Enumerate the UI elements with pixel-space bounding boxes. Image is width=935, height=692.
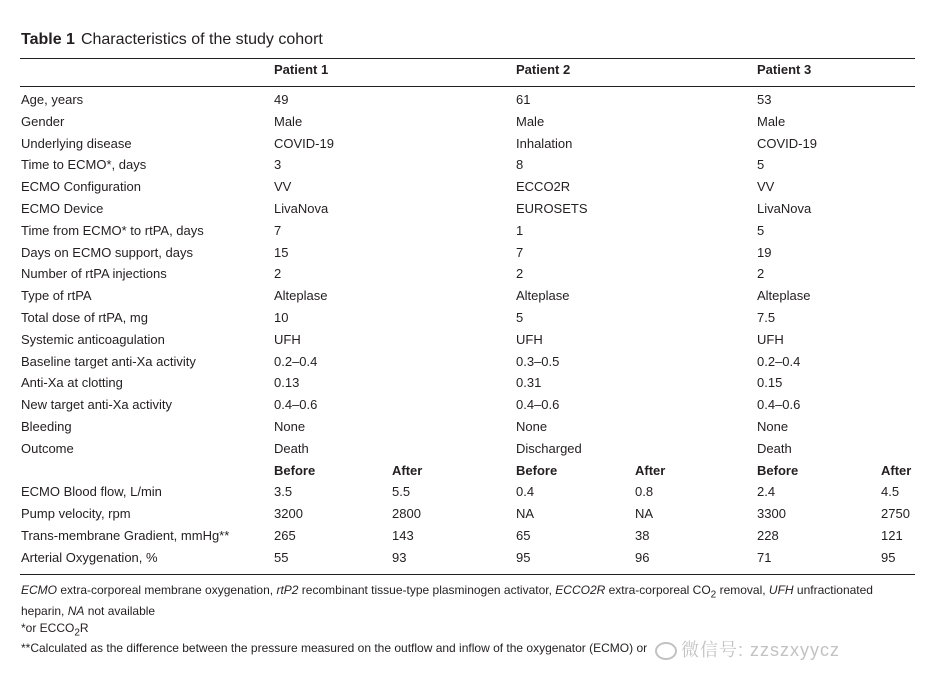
- cell-patient-1: COVID-19: [274, 135, 334, 151]
- cell-patient-2: Discharged: [516, 440, 582, 456]
- cell-patient-3: Male: [757, 113, 786, 129]
- row-label: Bleeding: [21, 419, 72, 434]
- row-label: Anti-Xa at clotting: [21, 375, 123, 391]
- row-label: Days on ECMO support, days: [21, 244, 193, 260]
- cell-patient-2: 0.31: [516, 375, 542, 391]
- cell-value: 5.5: [392, 484, 411, 500]
- cell-patient-2: 61: [516, 92, 531, 107]
- footnote-def: extra-corporeal membrane oxygenation,: [57, 583, 277, 597]
- table-row: [21, 441, 915, 463]
- cell-patient-3: VV: [757, 179, 775, 195]
- bottom-rule: [20, 574, 915, 575]
- header-before: Before: [516, 462, 558, 478]
- row-label: Trans-membrane Gradient, mmHg**: [21, 528, 230, 543]
- cell-patient-2: Alteplase: [516, 288, 570, 304]
- row-label: Baseline target anti-Xa activity: [21, 353, 196, 369]
- cell-patient-2: Male: [516, 113, 545, 129]
- cell-patient-2: 1: [516, 222, 524, 238]
- header-patient-3: Patient 3: [757, 62, 812, 77]
- cell-value: NA: [516, 506, 535, 522]
- cell-value: 95: [516, 549, 531, 565]
- table-row: [21, 484, 915, 506]
- cell-patient-3: Death: [757, 440, 792, 456]
- cell-patient-1: UFH: [274, 331, 301, 347]
- header-before: Before: [274, 462, 316, 478]
- table-row: [21, 528, 915, 550]
- cell-patient-2: Inhalation: [516, 135, 573, 151]
- cell-value: 0.8: [635, 484, 654, 500]
- cell-value: 3300: [757, 506, 786, 522]
- cell-patient-1: Male: [274, 113, 303, 129]
- header-row: [21, 62, 915, 84]
- cell-value: 65: [516, 528, 531, 543]
- cell-patient-2: 8: [516, 157, 524, 173]
- table-row: [21, 114, 915, 136]
- cell-patient-1: 0.2–0.4: [274, 353, 318, 369]
- cell-patient-1: Alteplase: [274, 288, 328, 304]
- footnote-star-end: R: [79, 621, 89, 635]
- table-row: [21, 201, 915, 223]
- table-row: [21, 397, 915, 419]
- table-row: [21, 179, 915, 201]
- cell-patient-3: Alteplase: [757, 288, 811, 304]
- cell-patient-3: 19: [757, 244, 772, 260]
- cell-patient-2: 5: [516, 310, 524, 325]
- cell-value: 2.4: [757, 484, 776, 500]
- cell-value: 71: [757, 549, 772, 565]
- row-label: New target anti-Xa activity: [21, 397, 173, 413]
- footnote-term: ECCO2R: [555, 583, 606, 597]
- cell-value: 55: [274, 549, 289, 565]
- table-row: [21, 245, 915, 267]
- cell-value: 2750: [881, 506, 910, 522]
- table-row: [21, 375, 915, 397]
- cell-patient-1: None: [274, 419, 306, 434]
- row-label: Arterial Oxygenation, %: [21, 549, 158, 565]
- table-row: [21, 310, 915, 332]
- footnote-term: rtP2: [276, 583, 299, 597]
- cell-value: 228: [757, 528, 779, 543]
- row-label: Type of rtPA: [21, 288, 92, 304]
- cell-value: 3200: [274, 506, 303, 522]
- row-label: Systemic anticoagulation: [21, 331, 165, 347]
- cell-patient-3: None: [757, 419, 789, 434]
- footnote-term: UFH: [768, 583, 794, 597]
- cell-patient-1: 15: [274, 244, 289, 260]
- cell-patient-2: ECCO2R: [516, 179, 571, 195]
- row-label: ECMO Blood flow, L/min: [21, 484, 162, 500]
- cell-value: 265: [274, 528, 296, 543]
- header-after: After: [881, 462, 912, 478]
- row-label: ECMO Configuration: [21, 179, 141, 195]
- footnote-def: not available: [84, 604, 156, 619]
- header-rule: [20, 86, 915, 87]
- footnote-term: NA: [67, 604, 85, 619]
- row-label: Time from ECMO* to rtPA, days: [21, 222, 204, 238]
- header-after: After: [635, 462, 666, 478]
- top-rule: [20, 58, 915, 59]
- row-label: ECMO Device: [21, 201, 104, 216]
- cell-patient-1: 0.13: [274, 375, 300, 391]
- table-row: [21, 92, 915, 114]
- table-row: [21, 354, 915, 376]
- cell-patient-3: UFH: [757, 331, 784, 347]
- cell-patient-2: None: [516, 419, 548, 434]
- cell-patient-2: 0.3–0.5: [516, 353, 560, 369]
- cell-value: 3.5: [274, 484, 293, 500]
- table-row: [21, 288, 915, 310]
- cell-patient-3: 53: [757, 92, 772, 107]
- cell-patient-3: 2: [757, 266, 765, 282]
- cell-value: 121: [881, 528, 903, 543]
- cell-patient-2: 7: [516, 244, 524, 260]
- table-row: [21, 136, 915, 158]
- cell-value: 143: [392, 528, 414, 543]
- cell-value: 96: [635, 549, 650, 565]
- cell-patient-2: 0.4–0.6: [516, 397, 560, 413]
- wechat-icon: [655, 642, 677, 660]
- row-label: Number of rtPA injections: [21, 266, 167, 282]
- cell-patient-1: 3: [274, 157, 282, 173]
- footnote-star-text: *or ECCO: [21, 621, 75, 635]
- table-row: [21, 223, 915, 245]
- table-row: [21, 157, 915, 179]
- cell-patient-2: UFH: [516, 331, 543, 347]
- footnote-sub: 2: [710, 589, 717, 601]
- footnote-def: extra-corporeal CO: [605, 583, 711, 597]
- footnote-term: ECMO: [21, 583, 57, 597]
- row-label: Underlying disease: [21, 135, 132, 151]
- row-label: Outcome: [21, 440, 74, 456]
- cell-patient-1: 7: [274, 222, 282, 238]
- cell-value: 4.5: [881, 484, 900, 500]
- cell-patient-1: 49: [274, 92, 289, 107]
- cell-patient-3: 5: [757, 157, 765, 173]
- table-row: [21, 506, 915, 528]
- cell-patient-1: 10: [274, 310, 289, 325]
- cell-patient-1: LivaNova: [274, 201, 329, 216]
- cell-patient-3: 7.5: [757, 310, 776, 325]
- row-label: Time to ECMO*, days: [21, 157, 147, 173]
- watermark: [655, 636, 840, 662]
- before-after-header-row: [21, 463, 915, 485]
- cell-value: 38: [635, 528, 650, 543]
- cell-patient-3: 0.2–0.4: [757, 353, 801, 369]
- cell-patient-3: 0.15: [757, 375, 783, 391]
- cell-value: 95: [881, 549, 896, 565]
- table-row: [21, 419, 915, 441]
- footnote-double-star-text: **Calculated as the difference between the pressure measured on the outflow and inflow of the oxygenator (ECMO) or: [21, 641, 648, 655]
- cell-patient-2: 2: [516, 266, 524, 282]
- cell-patient-1: Death: [274, 440, 309, 456]
- cell-patient-3: LivaNova: [757, 201, 812, 216]
- watermark-text: 微信号: zzszxyycz: [681, 640, 841, 660]
- header-patient-1: Patient 1: [274, 62, 329, 77]
- table-row: [21, 266, 915, 288]
- cell-value: 93: [392, 549, 407, 565]
- cell-value: NA: [635, 506, 654, 522]
- footnote-def: removal,: [716, 583, 769, 597]
- header-before: Before: [757, 462, 799, 478]
- footnote-def: unfractionated heparin,: [21, 583, 873, 619]
- footnote-double-star: [21, 640, 661, 656]
- cell-patient-1: VV: [274, 179, 292, 195]
- footnote-abbreviations: [21, 582, 901, 619]
- table-caption: Characteristics of the study cohort: [80, 31, 323, 48]
- cell-value: 2800: [392, 506, 421, 522]
- cell-patient-3: COVID-19: [757, 135, 817, 151]
- table-row: [21, 332, 915, 354]
- cell-patient-3: 0.4–0.6: [757, 397, 801, 413]
- table-title: [21, 31, 323, 49]
- table-number: Table 1: [21, 31, 75, 48]
- header-after: After: [392, 462, 423, 478]
- cell-patient-3: 5: [757, 222, 765, 238]
- cell-patient-2: EUROSETS: [516, 201, 588, 216]
- row-label: Pump velocity, rpm: [21, 506, 131, 522]
- row-label: Gender: [21, 113, 65, 129]
- cell-patient-1: 2: [274, 266, 282, 282]
- row-label: Age, years: [21, 92, 84, 107]
- cell-value: 0.4: [516, 484, 535, 500]
- footnote-sub: 2: [74, 627, 80, 639]
- table-row: [21, 550, 915, 572]
- cell-patient-1: 0.4–0.6: [274, 397, 318, 413]
- footnote-def: recombinant tissue-type plasminogen activator,: [298, 583, 556, 597]
- header-patient-2: Patient 2: [516, 62, 571, 77]
- row-label: Total dose of rtPA, mg: [21, 310, 148, 325]
